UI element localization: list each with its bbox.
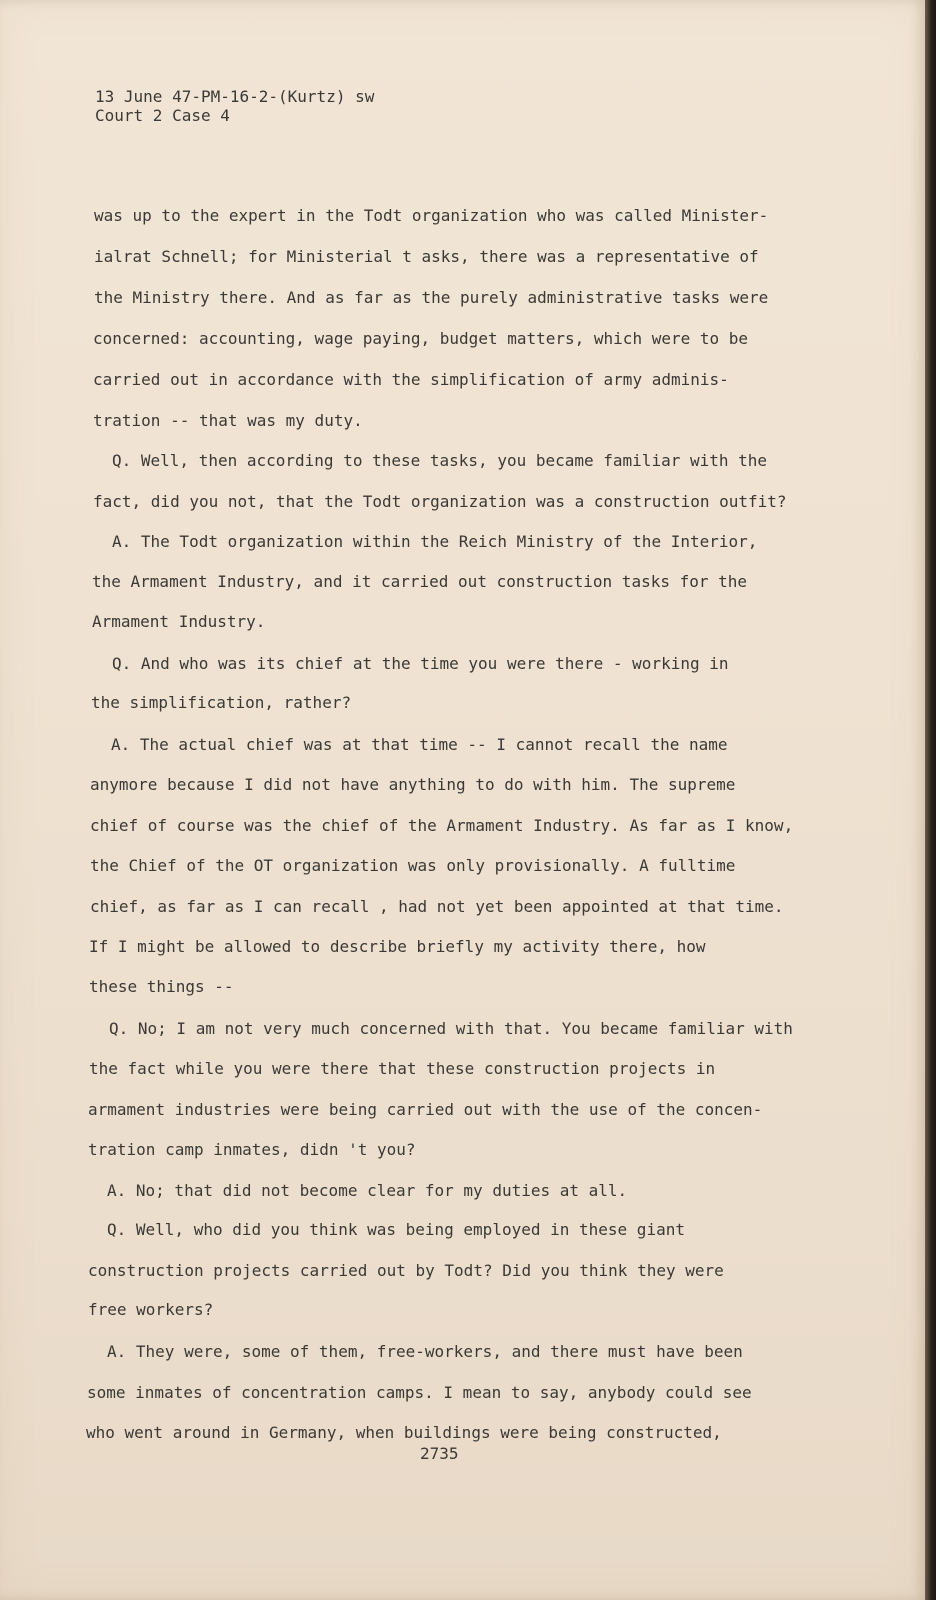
header-date-line: 13 June 47-PM-16-2-(Kurtz) sw — [95, 87, 375, 106]
body-line: tration -- that was my duty. — [93, 411, 363, 430]
body-line: A. The actual chief was at that time -- I cannot recall the name — [111, 735, 728, 754]
body-line: tration camp inmates, didn 't you? — [88, 1140, 416, 1159]
body-line: Q. And who was its chief at the time you were there - working in — [112, 654, 729, 673]
header-court-line: Court 2 Case 4 — [95, 106, 230, 125]
body-line: Q. Well, then according to these tasks, you became familiar with the — [112, 451, 768, 470]
body-line: A. The Todt organization within the Reich Ministry of the Interior, — [112, 532, 758, 551]
body-line: was up to the expert in the Todt organization who was called Minister- — [94, 206, 769, 225]
body-line: Q. Well, who did you think was being employed in these giant — [107, 1220, 685, 1239]
page-edge-shadow — [925, 0, 936, 1600]
body-line: anymore because I did not have anything to do with him. The supreme — [90, 775, 736, 794]
body-line: some inmates of concentration camps. I mean to say, anybody could see — [87, 1383, 752, 1402]
body-line: these things -- — [89, 977, 234, 996]
body-line: construction projects carried out by Todt? Did you think they were — [88, 1261, 724, 1280]
body-line: Armament Industry. — [92, 612, 266, 631]
body-line: If I might be allowed to describe briefly my activity there, how — [89, 937, 706, 956]
body-line: ialrat Schnell; for Ministerial t asks, there was a representative of — [94, 247, 759, 266]
body-line: fact, did you not, that the Todt organization was a construction outfit? — [93, 492, 787, 511]
body-line: A. They were, some of them, free-workers, and there must have been — [107, 1342, 743, 1361]
page-number: 2735 — [420, 1444, 459, 1463]
body-line: the Ministry there. And as far as the purely administrative tasks were — [94, 288, 769, 307]
body-line: chief of course was the chief of the Armament Industry. As far as I know, — [90, 816, 794, 835]
body-line: chief, as far as I can recall , had not yet been appointed at that time. — [90, 897, 784, 916]
body-line: A. No; that did not become clear for my duties at all. — [107, 1181, 628, 1200]
body-line: free workers? — [88, 1300, 214, 1319]
body-line: Q. No; I am not very much concerned with that. You became familiar with — [109, 1019, 793, 1038]
body-line: armament industries were being carried out with the use of the concen- — [88, 1100, 763, 1119]
body-line: the Chief of the OT organization was only provisionally. A fulltime — [90, 856, 736, 875]
body-line: carried out in accordance with the simplification of army adminis- — [93, 370, 729, 389]
body-line: who went around in Germany, when buildings were being constructed, — [86, 1423, 722, 1442]
body-line: the fact while you were there that these construction projects in — [89, 1059, 716, 1078]
body-line: the Armament Industry, and it carried out construction tasks for the — [92, 572, 748, 591]
body-line: concerned: accounting, wage paying, budget matters, which were to be — [93, 329, 749, 348]
body-line: the simplification, rather? — [91, 693, 352, 712]
